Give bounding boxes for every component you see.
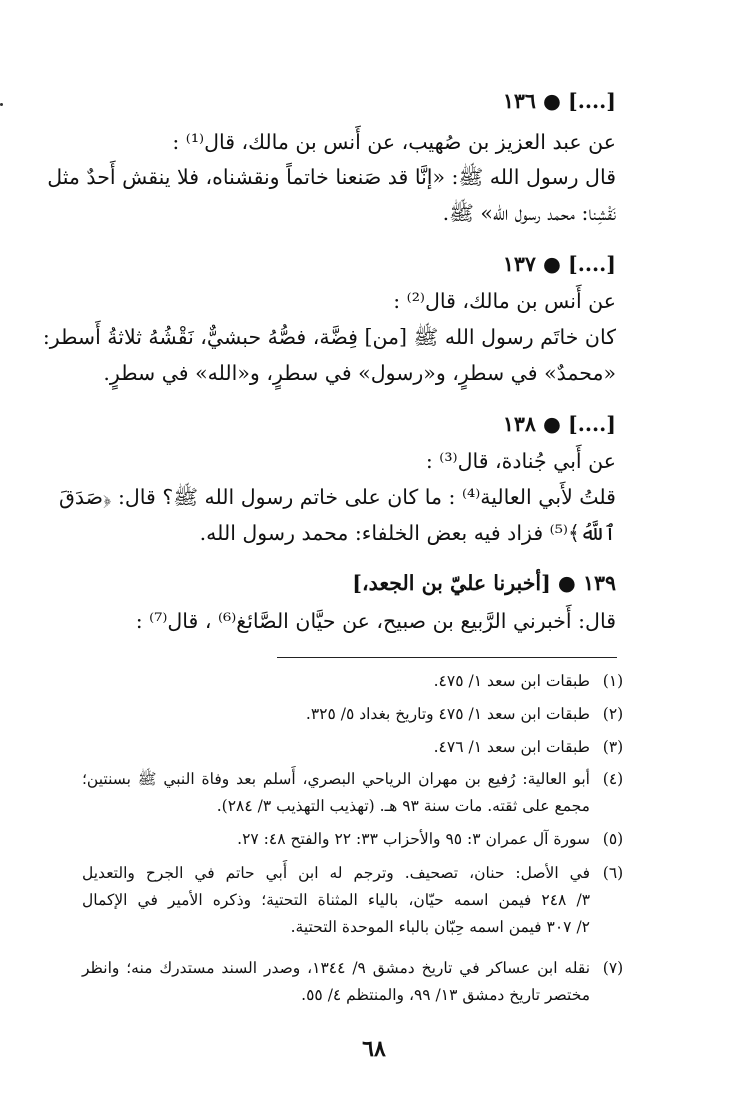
footnote-number: (٢) (602, 705, 624, 723)
footnote-text: في الأصل: حنان، تصحيف. وترجم له ابن أَبي حاتم في الجرح والتعديل (82, 864, 590, 882)
footnote-text: أبو العالية: رُفيع بن مهران الرياحي البصري، أَسلم بعد وفاة النبي ﷺ بسنتين؛ (82, 770, 590, 788)
margin-dot (0, 103, 3, 106)
footnote-number: (٥) (602, 830, 624, 848)
footnote-number: (٣) (602, 738, 624, 756)
entry-137-line-2: كان خاتَم رسول الله ﷺ [من] فِضَّة، فصُّهُ حبشيٌّ، نَقْشُهُ ثلاثةُ أَسطر: (42, 325, 616, 349)
entry-137-line-1: عن أَنس بن مالك، قال⁽²⁾ : (393, 289, 616, 313)
entry-136-line-1: عن عبد العزيز بن صُهيب، عن أَنس بن مالك، قال⁽¹⁾ : (172, 130, 616, 154)
entry-138-line-3: ٱللَّهُ﴾⁽⁵⁾ فزاد فيه بعض الخلفاء: محمد رسول الله. (199, 521, 616, 545)
entry-136-heading: ١٣٦ ● [....] (502, 89, 616, 113)
entry-137-heading: ١٣٧ ● [....] (502, 252, 616, 276)
entry-137-line-3: «محمدٌ» في سطرٍ، و«رسول» في سطرٍ، و«الله» في سطرٍ. (103, 361, 616, 385)
footnote-1 (82, 668, 626, 695)
footnote-text: ٣/ ٢٤٨ فيمن اسمه حيّان، بالياء المثناة التحتية؛ وذكره الأمير في الإكمال (82, 891, 591, 909)
footnote-text: طبقات ابن سعد ١/ ٤٧٥. (433, 672, 590, 690)
footnote-7 (82, 955, 626, 1009)
footnote-text: طبقات ابن سعد ١/ ٤٧٦. (433, 738, 590, 756)
footnote-text: ٢/ ٣٠٧ فيمن اسمه حِبّان بالباء الموحدة التحتية. (290, 918, 590, 936)
footnote-divider (277, 657, 617, 658)
footnote-number: (٤) (602, 770, 624, 788)
footnote-number: (٦) (602, 864, 624, 882)
footnote-text: مختصر تاريخ دمشق ١٣/ ٩٩، والمنتظم ٤/ ٥٥. (301, 986, 590, 1004)
footnote-text: سورة آل عمران ٣: ٩٥ والأحزاب ٣٣: ٢٢ والفتح ٤٨: ٢٧. (237, 830, 590, 848)
page-number: ٦٨ (362, 1036, 386, 1062)
entry-138-line-1: عن أَبي جُنادة، قال⁽³⁾ : (425, 449, 616, 473)
footnote-text: مجمع على ثقته. مات سنة ٩٣ هـ. (تهذيب التهذيب ٣/ ٢٨٤). (216, 797, 590, 815)
footnote-number: (٧) (602, 959, 624, 977)
footnote-number: (١) (602, 672, 624, 690)
footnote-text: طبقات ابن سعد ١/ ٤٧٥ وتاريخ بغداد ٥/ ٣٢٥. (305, 705, 590, 723)
footnote-4 (82, 766, 626, 820)
footnote-3 (82, 734, 626, 761)
entry-138-line-2: قلتُ لأَبي العالية⁽⁴⁾ : ما كان على خاتم رسول الله ﷺ؟ قال: ﴿صَدَقَ (58, 485, 616, 509)
entry-139-line-1: قال: أَخبرني الرَّبيع بن صبيح، عن حيَّان الصَّائغ⁽⁶⁾ ، قال⁽⁷⁾ : (135, 609, 616, 633)
entry-138-heading: ١٣٨ ● [....] (502, 412, 616, 436)
footnote-6 (82, 860, 626, 941)
footnote-text: نقله ابن عساكر في تاريخ دمشق ٩/ ١٣٤٤، وصدر السند مستدرك منه؛ وانظر (82, 959, 591, 977)
footnote-2 (82, 701, 626, 728)
entry-136-line-2: قال رسول الله ﷺ: «إنَّا قد صَنعنا خاتماً ونقشناه، فلا ينقش أَحدٌ مثل (47, 165, 616, 189)
entry-136-line-3: نَقْشِنا: محمد رسول الله» ﷺ. (442, 201, 616, 225)
entry-139-heading: ١٣٩ ● [أخبرنا عليّ بن الجعد،] (352, 571, 616, 595)
footnote-5 (82, 826, 626, 853)
